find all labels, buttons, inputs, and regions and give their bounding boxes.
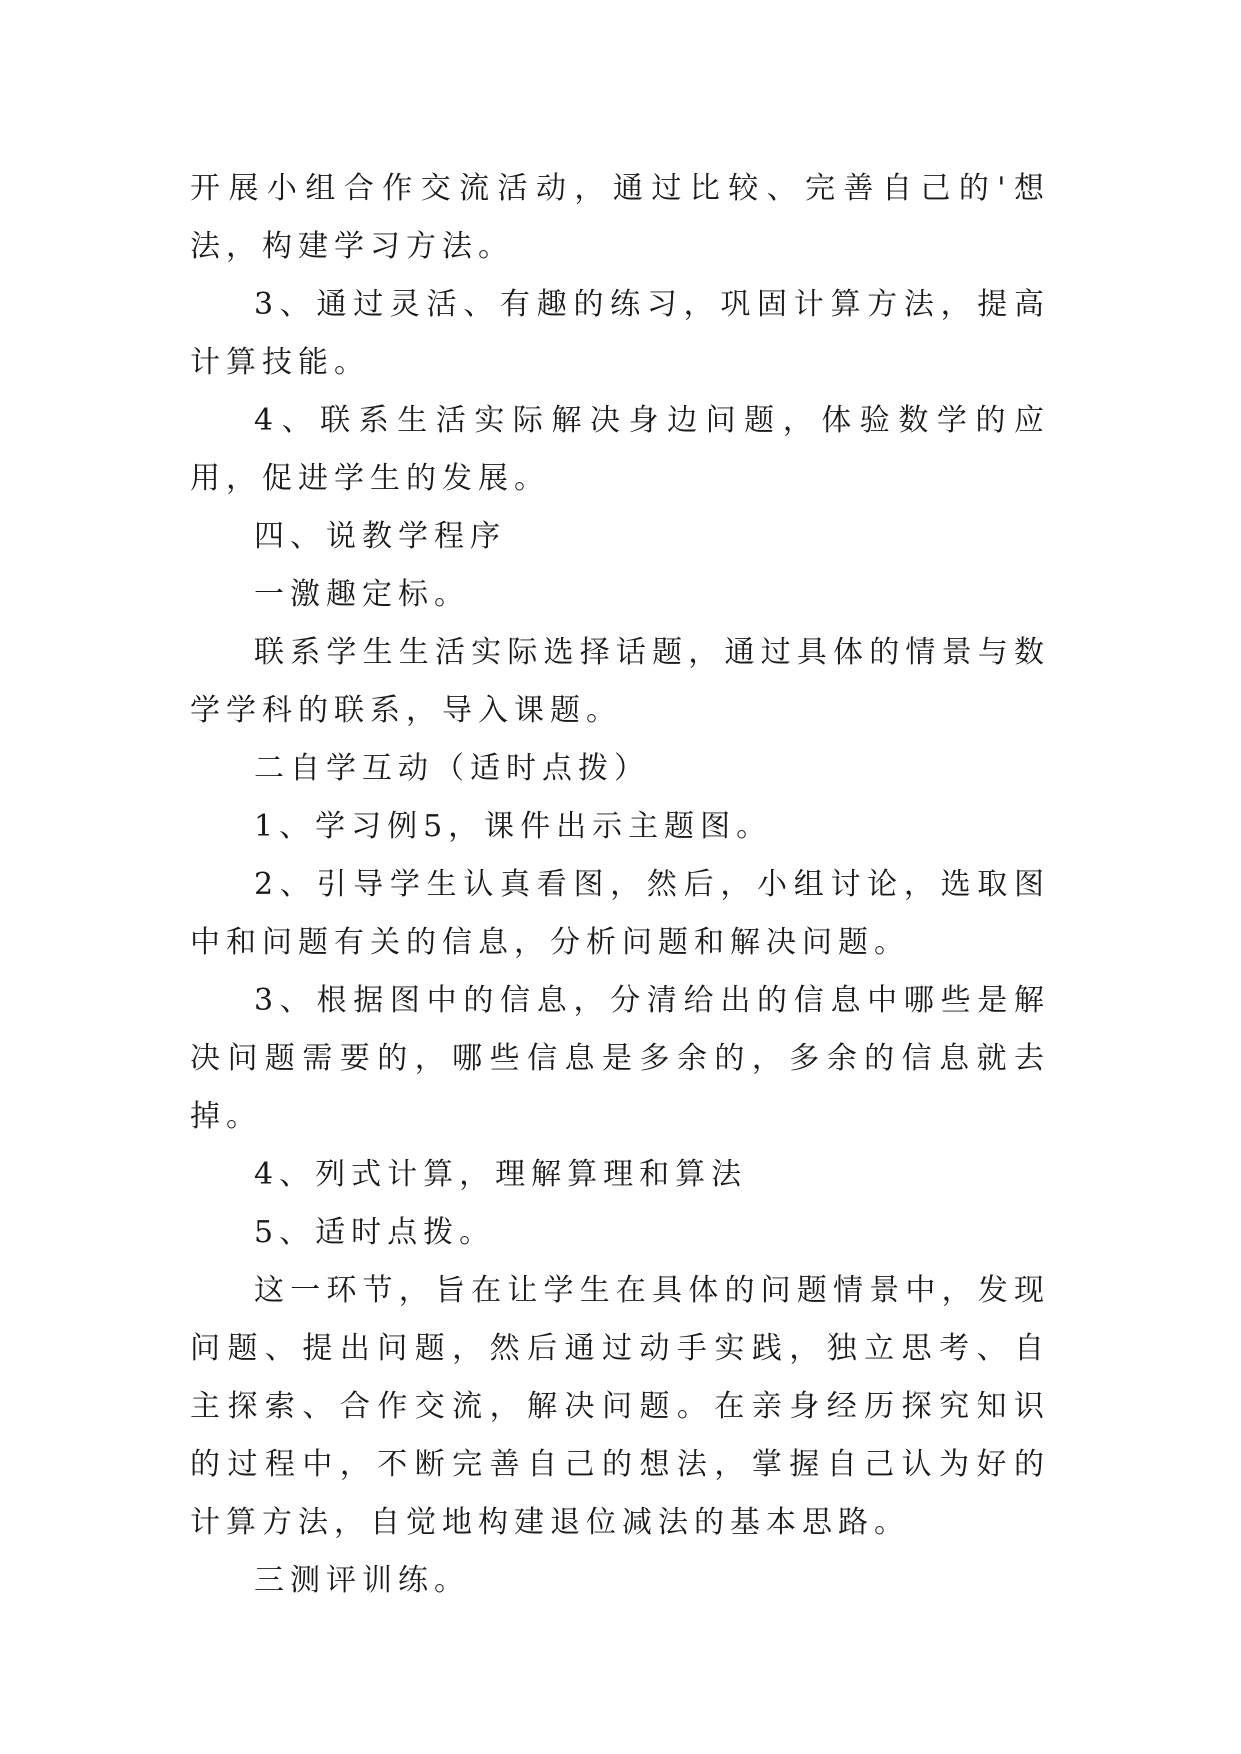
paragraph-step-2-item-4: 4、列式计算，理解算理和算法 <box>254 1157 748 1192</box>
paragraph-step-1-detail: 联系学生生活实际选择话题，通过具体的情景与数学学科的联系，导入课题。 <box>190 635 1050 728</box>
document-body <box>190 160 1050 1610</box>
step-heading-3: 三测评训练。 <box>254 1563 470 1598</box>
paragraph-step-2-item-3: 3、根据图中的信息，分清给出的信息中哪些是解决问题需要的，哪些信息是多余的，多余的信息就去掉。 <box>190 983 1050 1134</box>
step-heading-2: 二自学互动（适时点拨） <box>254 751 650 786</box>
section-heading-teaching-procedure: 四、说教学程序 <box>254 519 506 554</box>
paragraph-step-2-item-2: 2、引导学生认真看图，然后，小组讨论，选取图中和问题有关的信息，分析问题和解决问题。 <box>190 867 1050 960</box>
paragraph-goal-4: 4、联系生活实际解决身边问题，体验数学的应用，促进学生的发展。 <box>190 403 1050 496</box>
paragraph-step-2-item-1: 1、学习例5，课件出示主题图。 <box>254 809 773 844</box>
paragraph-continued-methods: 开展小组合作交流活动，通过比较、完善自己的'想法，构建学习方法。 <box>190 171 1050 264</box>
step-heading-1: 一激趣定标。 <box>254 577 470 612</box>
paragraph-goal-3: 3、通过灵活、有趣的练习，巩固计算方法，提高计算技能。 <box>190 287 1050 380</box>
paragraph-step-2-item-5: 5、适时点拨。 <box>254 1215 496 1250</box>
paragraph-step-2-summary: 这一环节，旨在让学生在具体的问题情景中，发现问题、提出问题，然后通过动手实践，独立思考、自主探索、合作交流，解决问题。在亲身经历探究知识的过程中，不断完善自己的想法，掌握自己认为好的计算方法，自觉地构建退位减法的基本思路。 <box>190 1273 1050 1540</box>
